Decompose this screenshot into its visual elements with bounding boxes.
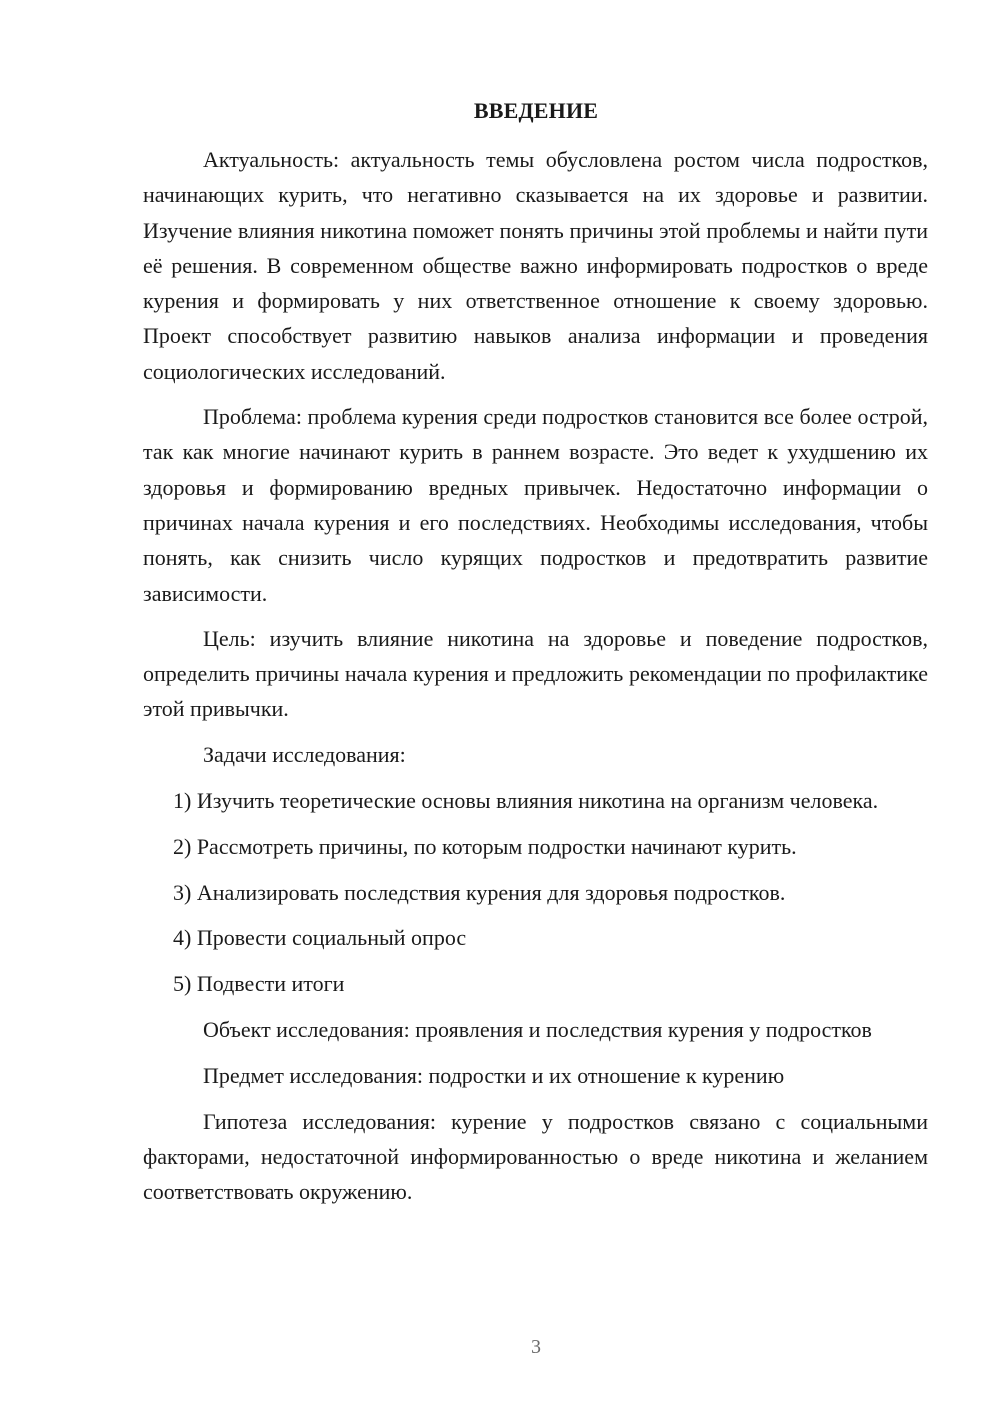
tasks-heading: Задачи исследования: bbox=[203, 742, 406, 768]
paragraph-problem: Проблема: проблема курения среди подростков становится все более острой, так как многие начинают курить в раннем возрасте. Это ведет к ухудшению их здоровья и формированию вредных привычек. Недостаточно информации о причинах начала курения и его последствиях. Необходимы исследования, чтобы понять, как снизить число курящих подростков и предотвратить развитие зависимости. bbox=[143, 404, 928, 606]
task-item-3: 3) Анализировать последствия курения для здоровья подростков. bbox=[173, 879, 786, 905]
page-number: 3 bbox=[531, 1336, 541, 1358]
paragraph-hypothesis: Гипотеза исследования: курение у подростков связано с социальными факторами, недостаточной информированностью о вреде никотина и желанием соответствовать окружению. bbox=[143, 1108, 928, 1205]
task-item-5: 5) Подвести итоги bbox=[173, 971, 345, 997]
document-body bbox=[143, 142, 928, 1210]
task-item-1: 1) Изучить теоретические основы влияния никотина на организм человека. bbox=[173, 788, 879, 814]
section-title: ВВЕДЕНИЕ bbox=[473, 98, 599, 123]
paragraph-goal: Цель: изучить влияние никотина на здоровье и поведение подростков, определить причины начала курения и предложить рекомендации по профилактике этой привычки. bbox=[143, 625, 928, 722]
paragraph-subject: Предмет исследования: подростки и их отношение к курению bbox=[203, 1062, 785, 1088]
task-item-2: 2) Рассмотреть причины, по которым подростки начинают курить. bbox=[173, 833, 797, 859]
paragraph-object: Объект исследования: проявления и последствия курения у подростков bbox=[203, 1017, 872, 1043]
task-item-4: 4) Провести социальный опрос bbox=[173, 925, 467, 951]
paragraph-relevance: Актуальность: актуальность темы обусловлена ростом числа подростков, начинающих курить, что негативно сказывается на их здоровье и развитии. Изучение влияния никотина поможет понять причины этой проблемы и найти пути её решения. В современном обществе важно информировать подростков о вреде курения и формировать у них ответственное отношение к своему здоровью. Проект способствует развитию навыков анализа информации и проведения социологических исследований. bbox=[143, 147, 928, 384]
